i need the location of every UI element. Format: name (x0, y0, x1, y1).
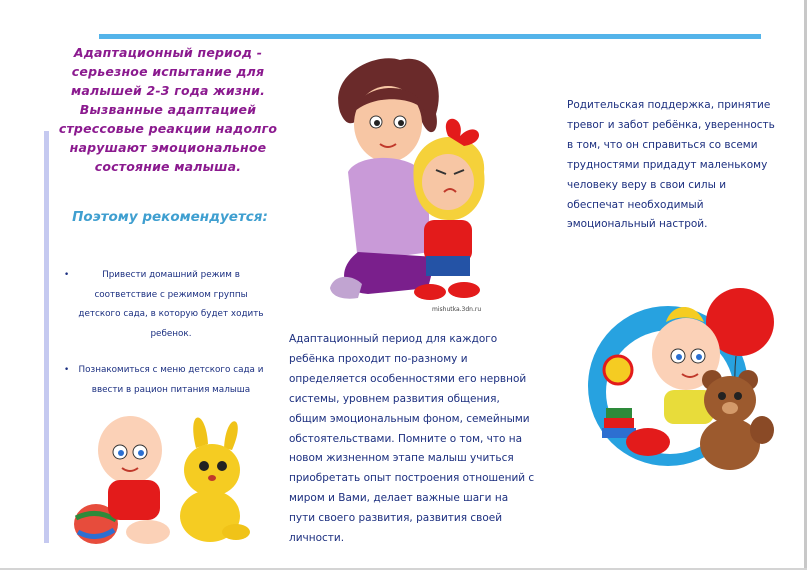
recommend-list (60, 266, 268, 417)
baby-bear-illustration (586, 282, 782, 480)
recommend-heading: Поэтому рекомендуется: (72, 209, 268, 225)
list-item (60, 361, 268, 400)
image-caption: mishutka.3dn.ru (432, 306, 482, 313)
intro-paragraph: Адаптационный период - серьезное испытание для малышей 2-3 года жизни. Вызванные адаптацией стрессовые реакции надолго нарушают эмоциональное состояние малыша. (58, 45, 278, 174)
top-decorative-bar (99, 34, 761, 39)
list-item-text: Привести домашний режим в соответствие с режимом группы детского сада, в которую будет ходить ребенок. (78, 270, 264, 339)
mother-child-illustration (318, 52, 504, 314)
bullet-icon: • (64, 270, 70, 280)
list-item-text: Познакомиться с меню детского сада и ввести в рацион питания малыша (78, 365, 264, 395)
baby-rabbit-illustration (66, 408, 254, 548)
list-item (60, 266, 268, 344)
right-paragraph: Родительская поддержка, принятие тревог и забот ребёнка, уверенность в том, что он справиться со всеми трудностями придадут маленькому человеку веру в свои силы и обеспечат необходимый эмоциональный настрой. (567, 99, 775, 231)
bullet-icon: • (64, 365, 70, 375)
middle-paragraph: Адаптационный период для каждого ребёнка проходит по-разному и определяется особенностями его нервной системы, уровнем развития общения, общим эмоциональным фоном, семейными обстоятельствами. Помните о том, что на новом жизненном этапе малыш учиться приобретать опыт построения отношений с миром и Вами, делает важные шаги на пути своего развития, развития своей личности. (289, 333, 535, 545)
left-decorative-bar (44, 131, 49, 543)
